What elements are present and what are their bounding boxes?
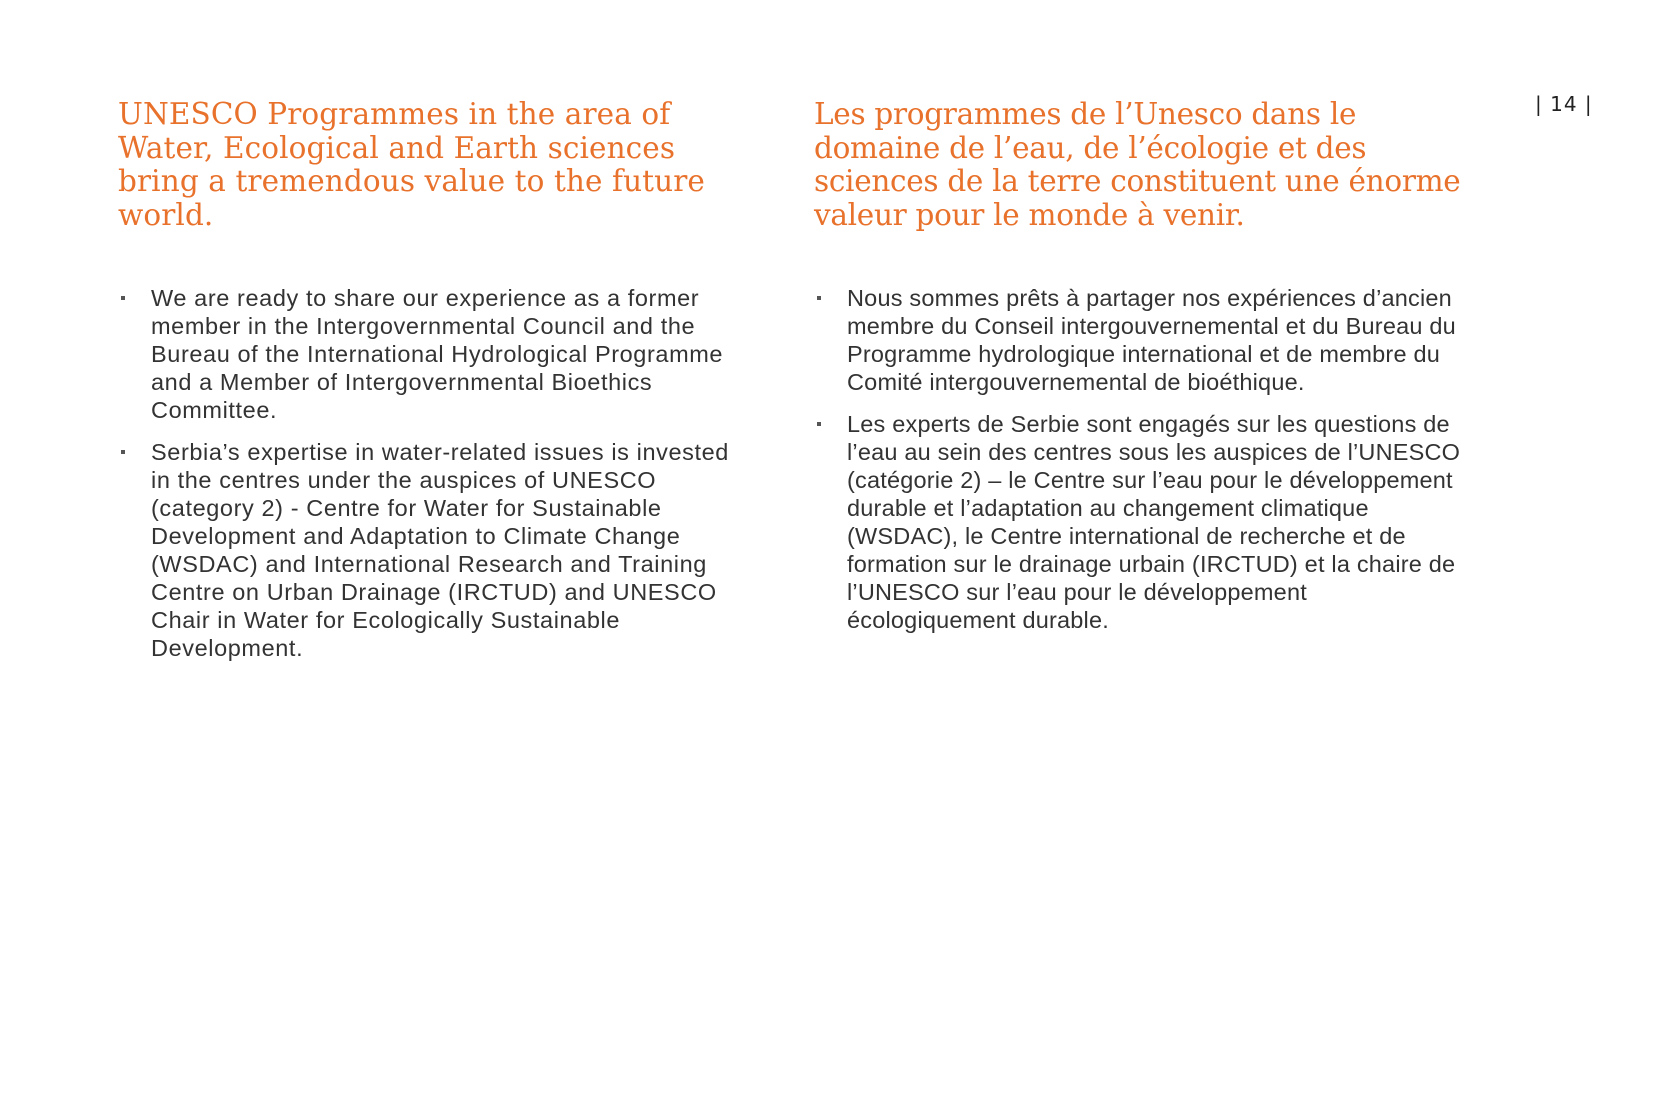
french-bullet-list: [814, 284, 1472, 648]
bullet-icon: [121, 450, 125, 454]
french-bullet-1: [814, 284, 1472, 396]
french-column: [814, 97, 1474, 633]
english-bullet-list: [118, 284, 751, 676]
english-heading: UNESCO Programmes in the area of Water, Ecological and Earth sciences bring a tremendous value to the future world.: [118, 97, 705, 232]
english-column: [118, 97, 758, 661]
page-number: | 14 |: [1535, 92, 1593, 116]
french-heading: Les programmes de l’Unesco dans le domaine de l’eau, de l’écologie et des sciences de la terre constituent une énorme valeur pour le monde à venir.: [814, 97, 1461, 232]
french-bullet-2: [814, 410, 1472, 634]
english-bullet-2-text: Serbia’s expertise in water-related issues is invested in the centres under the auspices of UNESCO (category 2) - Centre for Water for Sustainable Development and Adaptation to Climate Change (WSDAC) and International Research and Training Centre on Urban Drainage (IRCTUD) and UNESCO Chair in Water for Ecologically Sustainable Development.: [151, 439, 729, 661]
french-bullet-1-text: Nous sommes prêts à partager nos expériences d’ancien membre du Conseil intergouvernemental et du Bureau du Programme hydrologique international et de membre du Comité intergouvernemental de bioéthique.: [847, 285, 1456, 395]
bullet-icon: [121, 296, 125, 300]
english-bullet-1-text: We are ready to share our experience as a former member in the Intergovernmental Council and the Bureau of the International Hydrological Programme and a Member of Intergovernmental Bioethics Committee.: [151, 285, 724, 423]
bullet-icon: [817, 422, 821, 426]
french-bullet-2-text: Les experts de Serbie sont engagés sur les questions de l’eau au sein des centres sous les auspices de l’UNESCO (catégorie 2) – le Centre sur l’eau pour le développement durable et l’adaptation au changement climatique (WSDAC), le Centre international de recherche et de formation sur le drainage urbain (IRCTUD) et la chaire de l’UNESCO sur l’eau pour le développement écologiquement durable.: [847, 411, 1461, 633]
english-bullet-2: [118, 438, 751, 662]
bullet-icon: [817, 296, 821, 300]
english-bullet-1: [118, 284, 751, 424]
